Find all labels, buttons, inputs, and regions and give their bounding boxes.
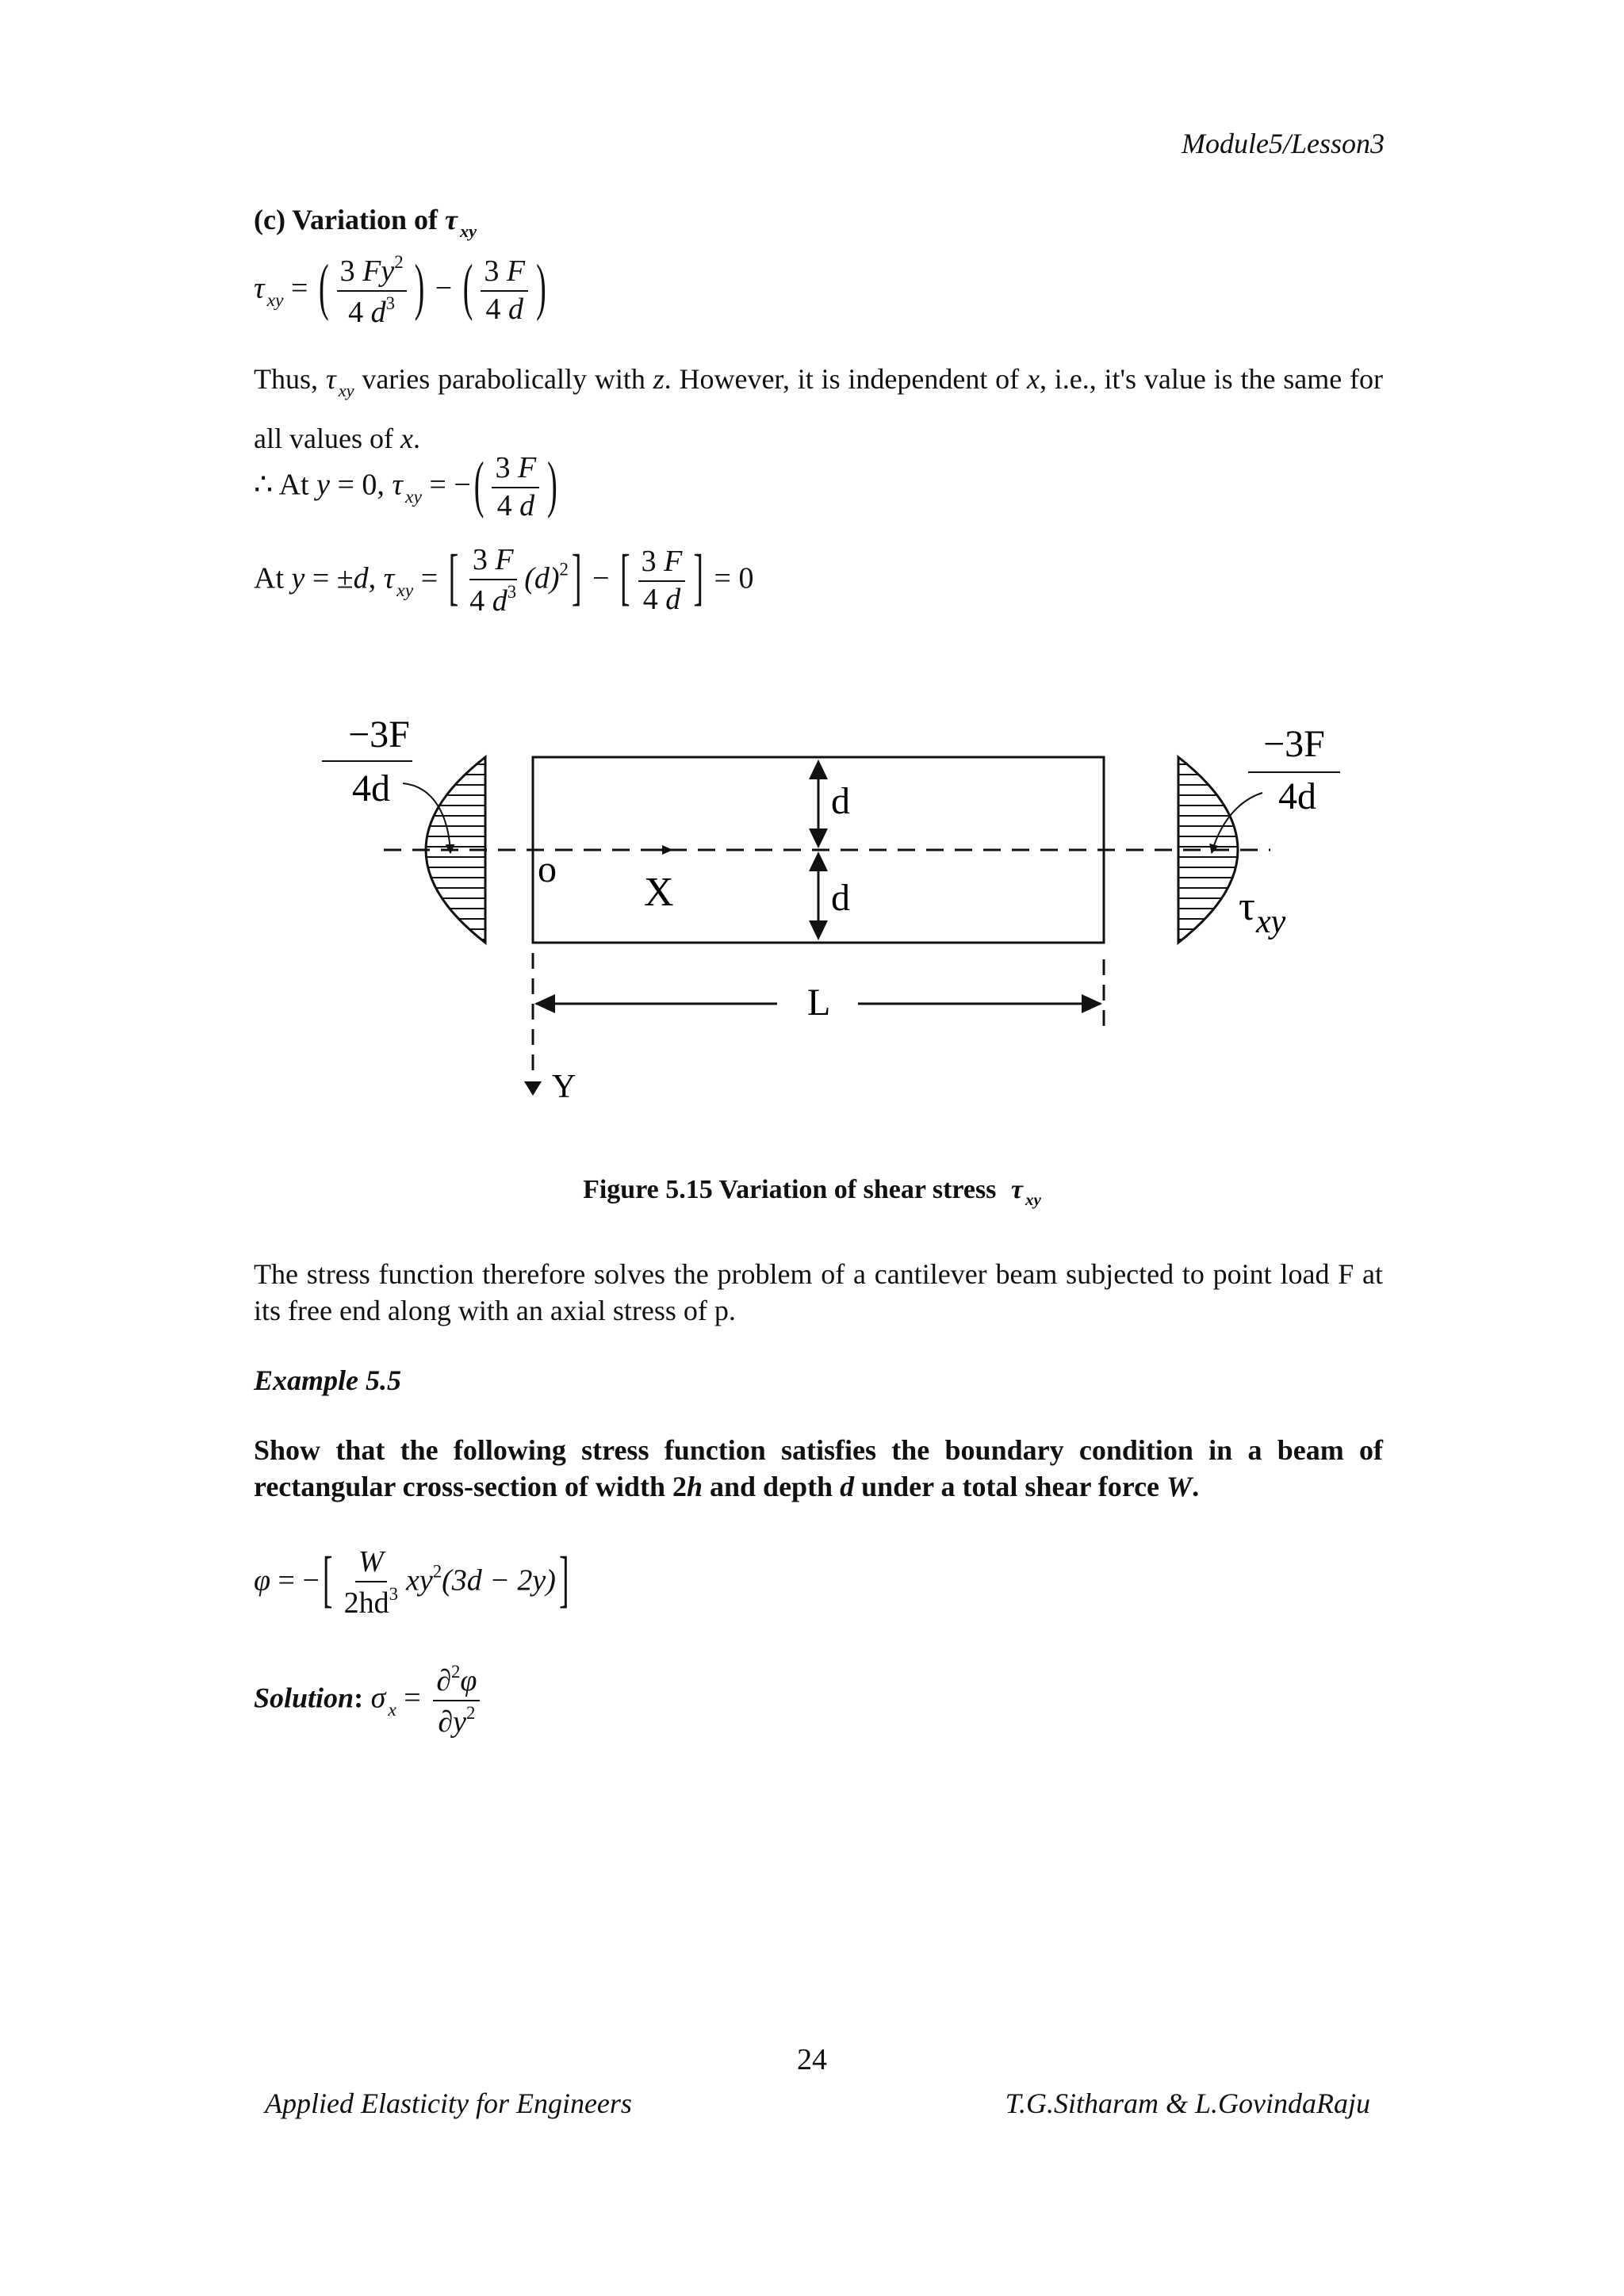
eq2-num-a: 3 — [495, 451, 511, 484]
left-label-numerator: −3F — [348, 714, 410, 756]
eq1-f2-num-b: F — [506, 254, 526, 288]
solution-sigma: σ — [370, 1681, 386, 1715]
footer-book-title: Applied Elasticity for Engineers — [265, 2087, 632, 2119]
figure-caption — [0, 1175, 1624, 1210]
solution-line — [254, 1662, 485, 1739]
depth-label-bottom: d — [831, 877, 850, 919]
eq3-d: d — [353, 561, 369, 595]
solution-num-phi: φ — [460, 1663, 477, 1697]
eq2-den-a: 4 — [496, 488, 512, 522]
eq1-f1-den-exp: 3 — [385, 293, 396, 313]
equation-at-y-zero: ∴ At y = 0, τ $_{xy}$ = − ( $\frac{3 F}{4 d}$ ) — [254, 450, 557, 522]
eq1-f1-den-b: d — [370, 295, 386, 329]
para1-z: z — [653, 363, 665, 395]
x-axis-label: X — [644, 870, 674, 915]
eq1-f2-den-b: d — [508, 292, 523, 326]
para1-x2: x — [400, 423, 413, 455]
section-title-tau: τ — [444, 204, 458, 235]
eq1-fraction-2 — [481, 255, 528, 327]
eq3-paren: (d) — [524, 561, 560, 595]
eq4-rest-a: xy — [405, 1563, 433, 1598]
solution-label: Solution — [254, 1682, 354, 1714]
eq1-f1-num-a: 3 — [339, 254, 355, 288]
solution-num-exp: 2 — [451, 1662, 461, 1682]
solution-fraction — [433, 1662, 480, 1739]
solution-den-exp: 2 — [465, 1702, 476, 1723]
equation-stress-function: φ = − [ $\frac{W}{2hd^3}$ $xy^2(3d - 2y)$ ] — [254, 1545, 569, 1620]
eq2-at: At — [278, 468, 309, 502]
eq2-fraction — [492, 452, 539, 523]
eq2-y: y — [316, 468, 330, 502]
example-t4: . — [1192, 1471, 1200, 1502]
example-t1: Show that the following stress function satisfies the boundary condition in a beam of rectangular cross-section of width 2 — [254, 1434, 1383, 1502]
eq2-tau: τ — [392, 468, 404, 502]
eq2-tau-sub: xy — [405, 487, 422, 508]
equation-at-y-pm-d: At y = ±d, τ $_{xy}$ = [ $\frac{3 F}{4 d^3}$ $(d)^2$ ] − [ $\frac{3 F}{4 d}$ ] = 0 — [254, 543, 754, 618]
eq3-f1-den-exp: 3 — [507, 581, 517, 602]
eq2-minus: − — [454, 468, 471, 502]
right-label-numerator: −3F — [1263, 723, 1325, 765]
eq4-num: W — [355, 1546, 387, 1582]
eq3-f2-den-b: d — [665, 582, 681, 616]
eq1-lhs-sub: xy — [266, 290, 284, 312]
eq4-den-exp: 3 — [389, 1583, 398, 1604]
eq3-tau: τ — [383, 561, 395, 595]
figure-caption-sub: xy — [1025, 1190, 1041, 1210]
figure-shear-stress-diagram — [0, 698, 1624, 1142]
para1-end: . — [412, 423, 420, 455]
paragraph-stress-function: The stress function therefore solves the problem of a cantilever beam subjected to point load F at its free end along with an axial stress of p. — [254, 1258, 1383, 1326]
eq1-lhs: τ — [254, 271, 265, 305]
eq3-equals: = — [420, 561, 439, 595]
para1-x: x — [1026, 363, 1040, 395]
module-header: Module5/Lesson3 — [1182, 128, 1385, 159]
depth-arrowhead-bottom-up — [809, 851, 828, 871]
eq3-f2-den-a: 4 — [642, 582, 658, 616]
depth-arrowhead-top-up — [809, 760, 828, 779]
section-title-sub: xy — [459, 221, 477, 242]
eq3-result: = 0 — [714, 561, 754, 595]
solution-num: ∂ — [436, 1663, 451, 1697]
para1-t2: varies parabolically with — [362, 363, 645, 395]
eq2-num-b: F — [517, 451, 537, 484]
eq3-f1-den-a: 4 — [469, 584, 485, 618]
solution-colon: : — [354, 1682, 364, 1714]
eq3-fraction-2 — [638, 545, 686, 617]
eq3-fraction-1 — [466, 544, 519, 618]
depth-arrowhead-bottom-down — [809, 920, 828, 940]
eq3-cond: = ± — [312, 561, 354, 595]
right-parabola-hatching — [1178, 764, 1238, 939]
solution-den: ∂y — [438, 1705, 466, 1739]
example-title: Example 5.5 — [254, 1364, 401, 1396]
figure-caption-text: Figure 5.15 Variation of shear stress — [583, 1175, 997, 1204]
y-axis-arrowhead — [524, 1081, 542, 1096]
right-label-denominator: 4d — [1278, 775, 1316, 817]
eq2-equals: = — [429, 468, 446, 502]
depth-arrowhead-top-down — [809, 828, 828, 848]
eq3-y: y — [291, 561, 305, 595]
example-t3: under a total shear force — [854, 1471, 1167, 1502]
section-title-text: (c) Variation of — [254, 204, 438, 235]
example-w: W — [1166, 1471, 1193, 1502]
eq1-fraction-1 — [337, 252, 407, 330]
para1-t4: , i.e., it's value is the same for all values of — [254, 363, 1383, 455]
eq4-rest-b: (3d − 2y) — [442, 1563, 556, 1598]
eq4-rest-exp: 2 — [432, 1561, 442, 1582]
eq3-f1-num-b: F — [495, 543, 514, 576]
tau-label: τ — [1239, 884, 1255, 929]
y-axis-label: Y — [552, 1069, 576, 1105]
eq3-f1-num-a: 3 — [472, 543, 488, 576]
eq4-phi: φ — [254, 1563, 271, 1598]
length-arrowhead-left — [534, 994, 555, 1013]
eq1-f1-num-b: Fy — [362, 254, 395, 288]
equation-tau-xy: τ $_{xy}$ = ( $\frac{3 Fy^2}{4 d^3}$ ) − ( $\frac{3 F}{4 d}$ ) — [254, 252, 546, 329]
eq3-minus: − — [592, 561, 610, 595]
eq4-fraction — [341, 1546, 401, 1621]
solution-sigma-sub: x — [388, 1700, 396, 1721]
eq1-minus: − — [435, 271, 453, 305]
eq3-f1-den-b: d — [492, 584, 508, 618]
example-statement — [254, 1432, 1383, 1505]
eq4-equals: = − — [278, 1563, 320, 1598]
eq3-paren-exp: 2 — [559, 559, 569, 580]
eq1-f2-num-a: 3 — [484, 254, 500, 288]
left-label-denominator: 4d — [352, 767, 390, 809]
left-parabola-hatching — [426, 764, 485, 939]
para1-t3: . However, it is independent of — [664, 363, 1020, 395]
example-t2: and depth — [703, 1471, 841, 1502]
eq2-cond: = 0, — [337, 468, 385, 502]
eq3-f2-num-b: F — [664, 544, 683, 578]
eq1-equals: = — [291, 271, 308, 305]
para1-tau: τ — [325, 363, 336, 395]
example-d: d — [840, 1471, 855, 1502]
length-label: L — [807, 982, 831, 1024]
eq1-f1-den-a: 4 — [348, 295, 364, 329]
tau-label-sub: xy — [1256, 904, 1286, 940]
eq4-den-a: 2hd — [343, 1586, 389, 1620]
eq1-f2-den-a: 4 — [485, 292, 501, 326]
eq3-at: At — [254, 561, 284, 595]
solution-equals: = — [404, 1681, 421, 1715]
footer-authors: T.G.Sitharam & L.GovindaRaju — [1005, 2087, 1370, 2119]
page-number: 24 — [797, 2043, 827, 2076]
eq3-tau-sub: xy — [396, 580, 414, 602]
para1-t1: Thus, — [254, 363, 318, 395]
paragraph-parabolic — [254, 355, 1383, 462]
para1-tau-sub: xy — [338, 381, 354, 401]
eq3-comma: , — [368, 561, 377, 595]
depth-label-top: d — [831, 780, 850, 822]
eq2-therefore: ∴ — [254, 468, 274, 502]
length-arrowhead-right — [1082, 994, 1102, 1013]
figure-caption-tau: τ — [1010, 1175, 1024, 1204]
eq2-den-b: d — [519, 488, 535, 522]
eq1-f1-num-exp: 2 — [394, 252, 404, 272]
eq3-f2-num-a: 3 — [641, 544, 657, 578]
section-title — [254, 203, 477, 243]
example-h: h — [686, 1471, 703, 1502]
origin-label: o — [538, 848, 557, 890]
